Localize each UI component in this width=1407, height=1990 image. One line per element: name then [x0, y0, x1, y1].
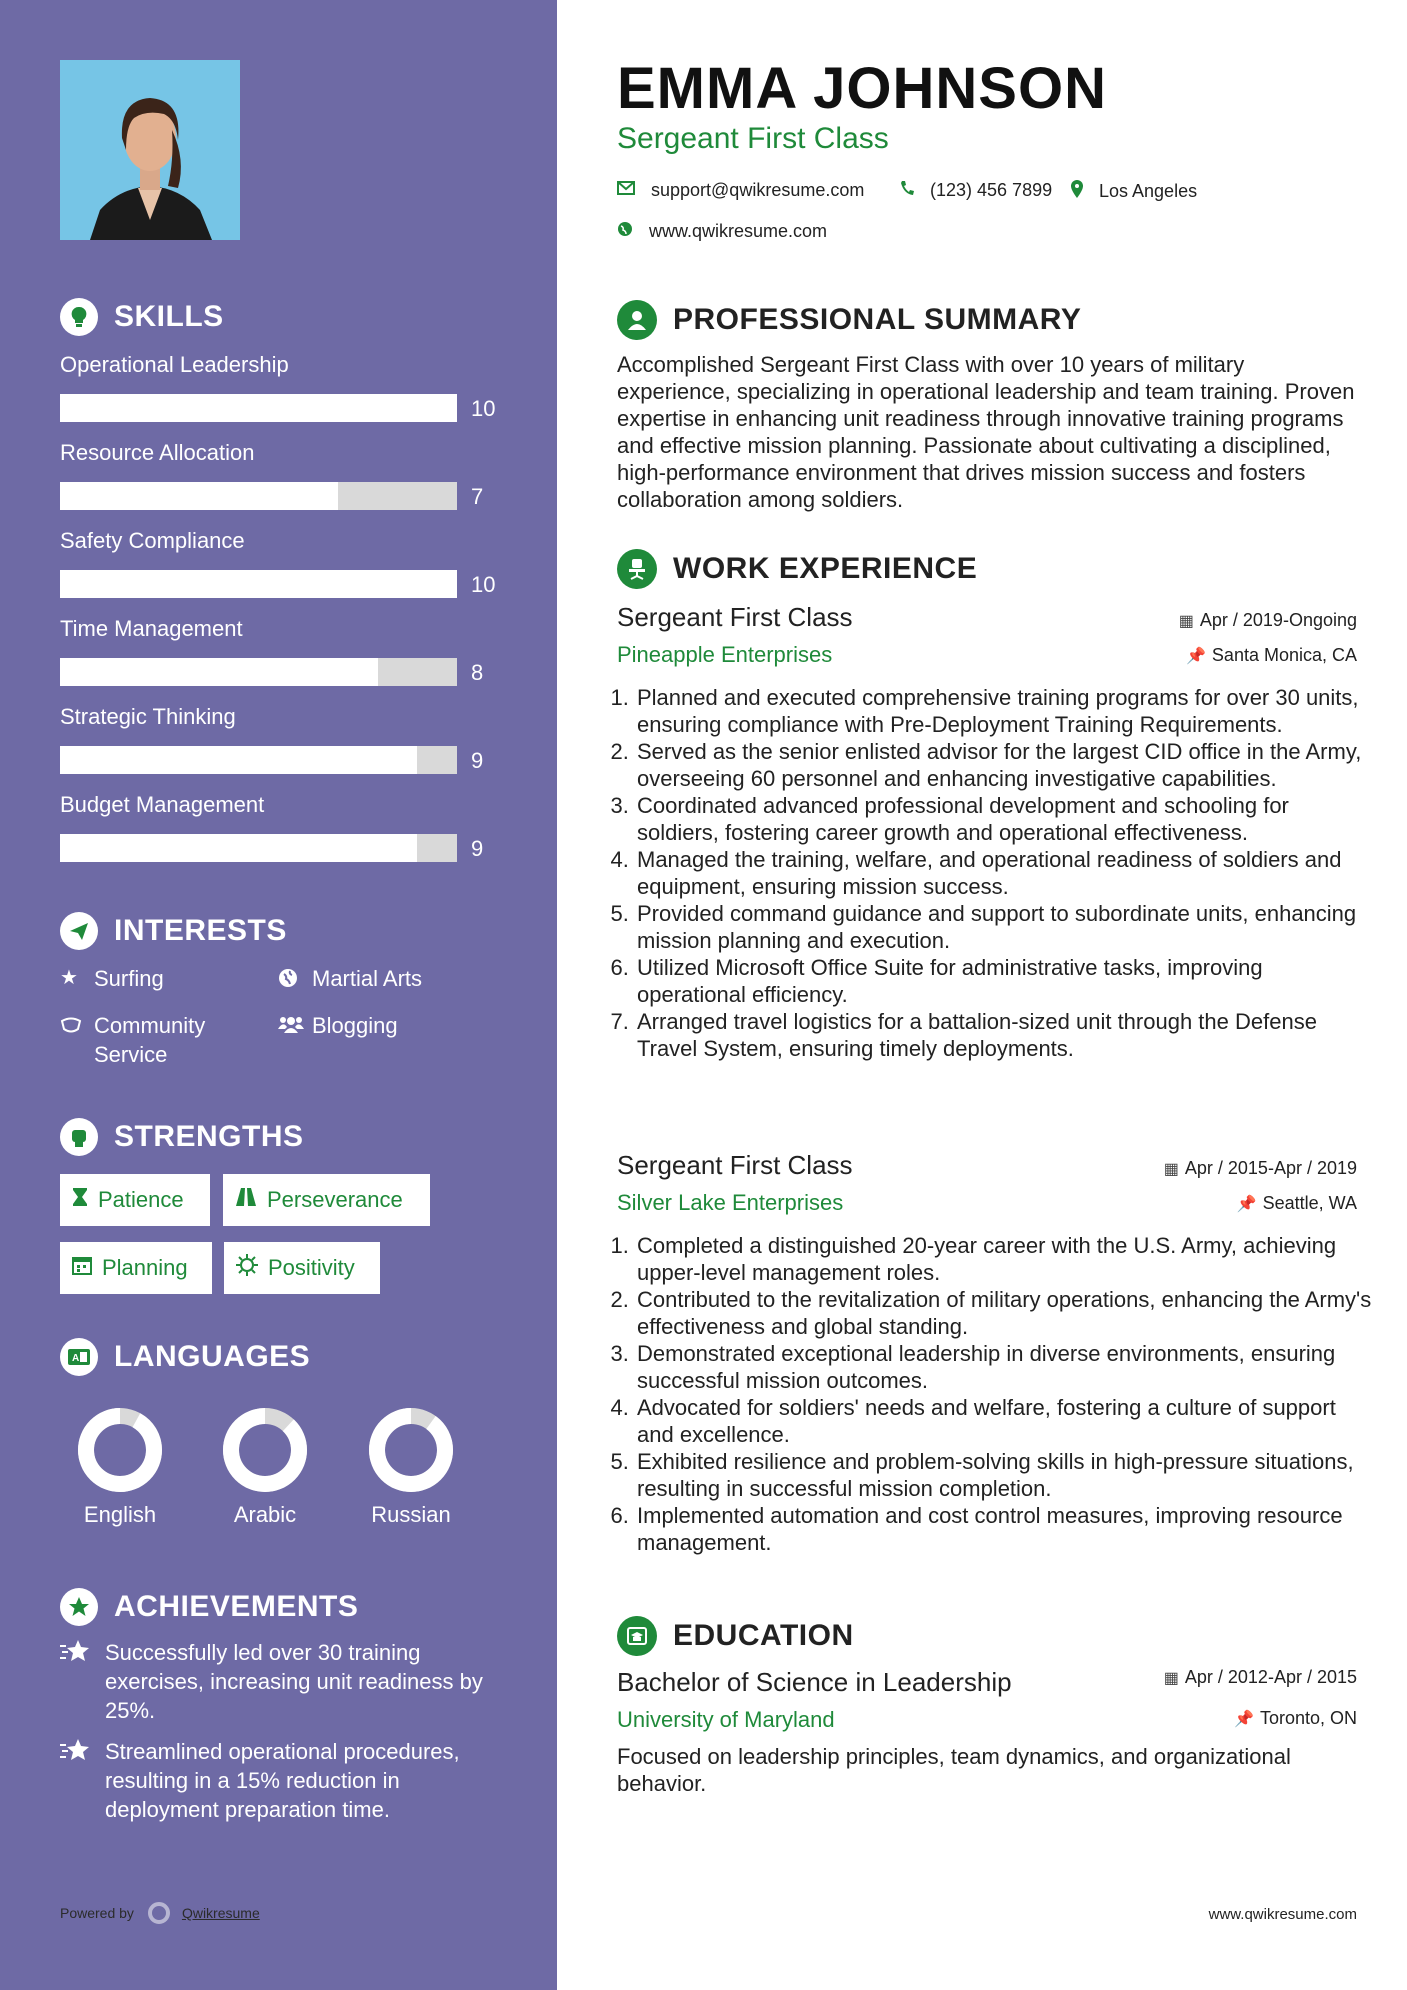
skill-bar-fill	[60, 834, 417, 862]
languages-heading	[60, 1338, 310, 1376]
powered-by-text: Powered by	[60, 1905, 134, 1921]
skill-value: 8	[471, 660, 484, 685]
skill-bar-fill	[60, 570, 457, 598]
skills-heading	[60, 298, 224, 336]
strengths-heading	[60, 1118, 304, 1156]
achievement-text: Successfully led over 30 training exercises, increasing unit readiness by 25%.	[105, 1640, 483, 1723]
education-description: Focused on leadership principles, team dynamics, and organizational behavior.	[617, 1744, 1291, 1796]
skill-value: 10	[471, 396, 496, 421]
sun-icon	[236, 1254, 258, 1282]
skill-item	[60, 792, 500, 861]
list-item: 6. Utilized Microsoft Office Suite for administrative tasks, improving operational efficiency.	[635, 954, 1375, 1008]
list-item: 5. Exhibited resilience and problem-solving skills in high-pressure situations, resulting in successful mission completion.	[635, 1448, 1375, 1502]
skill-value: 10	[471, 572, 496, 597]
road-icon	[235, 1188, 257, 1212]
list-item: 7. Arranged travel logistics for a battalion-sized unit through the Defense Travel System, ensuring timely deployments.	[635, 1008, 1375, 1062]
contact-phone[interactable]	[900, 180, 1052, 201]
svg-text:A: A	[72, 1353, 80, 1364]
footer-website-link[interactable]: www.qwikresume.com	[1208, 1906, 1357, 1923]
profile-photo	[60, 60, 240, 240]
list-item: 6. Implemented automation and cost control measures, improving resource management.	[635, 1502, 1375, 1556]
skill-item	[60, 352, 500, 421]
skill-bar	[60, 746, 457, 774]
language-label: Russian	[371, 1502, 451, 1527]
language-icon	[60, 1338, 98, 1376]
skill-label: Budget Management	[60, 792, 265, 817]
skill-bar	[60, 482, 457, 510]
job-bullets	[617, 684, 1375, 1062]
experience-heading-text: WORK EXPERIENCE	[673, 552, 978, 585]
skill-bar-fill	[60, 658, 378, 686]
skill-value: 7	[471, 484, 484, 509]
job-dates-text: Apr / 2019-Ongoing	[1199, 610, 1357, 630]
language-item	[215, 1406, 315, 1528]
list-item: 1. Completed a distinguished 20-year career with the U.S. Army, achieving upper-level management roles.	[635, 1232, 1375, 1286]
sidebar	[0, 0, 557, 1990]
interest-label: Martial Arts	[312, 966, 423, 991]
job-location-text: Seattle, WA	[1262, 1193, 1357, 1213]
interest-item	[60, 1011, 260, 1069]
contact-website[interactable]	[617, 221, 827, 242]
email-text: support@qwikresume.com	[651, 180, 865, 200]
strength-label: Planning	[102, 1255, 188, 1280]
strength-label: Positivity	[268, 1255, 355, 1280]
education-school: University of Maryland	[617, 1707, 835, 1732]
skill-bar	[60, 834, 457, 862]
qwikresume-link[interactable]: Qwikresume	[181, 1905, 260, 1921]
job-company: Silver Lake Enterprises	[617, 1190, 844, 1215]
skill-value: 9	[471, 836, 484, 861]
list-item: 2. Contributed to the revitalization of military operations, enhancing the Army's effectiveness and global standing.	[635, 1286, 1375, 1340]
skill-bar	[60, 394, 457, 422]
language-level-arc	[86, 1416, 154, 1484]
skill-bar-fill	[60, 482, 338, 510]
skill-item	[60, 528, 500, 597]
strength-tag	[60, 1242, 212, 1294]
strength-tag	[224, 1242, 380, 1294]
skill-bar-fill	[60, 746, 417, 774]
interest-item	[278, 1011, 498, 1044]
experience-heading	[617, 549, 977, 589]
skill-label: Time Management	[60, 616, 243, 641]
education-heading-text: EDUCATION	[673, 1619, 854, 1652]
strength-label: Perseverance	[267, 1187, 403, 1212]
strength-tag	[60, 1174, 210, 1226]
pushpin-icon: 📌	[1234, 1711, 1254, 1728]
interest-label: Community Service	[94, 1013, 206, 1067]
calendar-icon: ▦	[1163, 1670, 1179, 1687]
star-burst-icon	[60, 1737, 105, 1824]
language-donut	[367, 1406, 455, 1494]
graduation-icon	[617, 1616, 657, 1656]
education-degree: Bachelor of Science in Leadership	[617, 1667, 1012, 1697]
education-location	[1234, 1708, 1357, 1729]
job-bullets	[617, 1232, 1375, 1556]
list-item: 4. Managed the training, welfare, and operational readiness of soldiers and equipment, ensuring mission success.	[635, 846, 1375, 900]
strength-label: Patience	[98, 1187, 184, 1212]
phone-text: (123) 456 7899	[930, 180, 1053, 200]
list-item: 1. Planned and executed comprehensive training programs for over 30 units, ensuring compliance with Pre-Deployment Training Requirements.	[635, 684, 1375, 738]
skill-label: Resource Allocation	[60, 440, 255, 465]
achievements-heading	[60, 1588, 358, 1626]
lightbulb-icon	[60, 298, 98, 336]
hand-icon	[60, 1011, 94, 1044]
powered-by	[60, 1902, 260, 1924]
star-burst-icon	[60, 1638, 105, 1725]
language-item	[361, 1406, 461, 1528]
hourglass-icon	[72, 1187, 88, 1213]
globe-icon	[278, 964, 312, 997]
skill-item	[60, 440, 500, 509]
profile-photo-portrait	[60, 60, 240, 240]
skill-item	[60, 616, 500, 685]
language-item	[70, 1406, 170, 1528]
qwikresume-logo-icon	[148, 1902, 170, 1924]
job-location	[1237, 1193, 1357, 1214]
skill-label: Operational Leadership	[60, 352, 289, 377]
candidate-title: Sergeant First Class	[617, 122, 889, 155]
main-content	[557, 0, 1407, 1990]
calendar-icon: ▦	[1178, 613, 1194, 630]
interest-item	[278, 964, 498, 997]
skill-bar-fill	[60, 394, 457, 422]
calendar-icon	[72, 1255, 92, 1281]
language-level-arc	[231, 1416, 299, 1484]
interest-label: Blogging	[312, 1013, 398, 1038]
list-item: 4. Advocated for soldiers' needs and welfare, fostering a culture of support and excellence.	[635, 1394, 1375, 1448]
pushpin-icon: 📌	[1236, 1196, 1257, 1213]
job-dates-text: Apr / 2015-Apr / 2019	[1184, 1158, 1357, 1178]
language-level-arc	[377, 1416, 445, 1484]
star-badge-icon	[60, 1588, 98, 1626]
website-text: www.qwikresume.com	[649, 221, 828, 241]
interest-label: Surfing	[94, 966, 164, 991]
list-item: 3. Demonstrated exceptional leadership in diverse environments, ensuring successful mission outcomes.	[635, 1340, 1375, 1394]
interests-heading	[60, 912, 287, 950]
users-icon	[278, 1011, 312, 1044]
office-chair-icon	[617, 549, 657, 589]
phone-icon	[900, 180, 914, 201]
achievement-item	[60, 1737, 500, 1824]
skills-heading-text: SKILLS	[114, 300, 224, 333]
fist-icon	[60, 1118, 98, 1156]
envelope-icon	[617, 181, 635, 200]
globe-icon	[617, 221, 633, 242]
job-title: Sergeant First Class	[617, 602, 853, 632]
language-label: Arabic	[233, 1502, 297, 1527]
job-location	[1186, 645, 1357, 666]
candidate-name: EMMA JOHNSON	[617, 56, 1107, 121]
calendar-icon: ▦	[1163, 1161, 1179, 1178]
paper-plane-icon	[60, 912, 98, 950]
summary-heading	[617, 300, 1081, 340]
skill-value: 9	[471, 748, 484, 773]
skill-bar	[60, 570, 457, 598]
job-dates	[1179, 610, 1357, 631]
job-title: Sergeant First Class	[617, 1150, 853, 1180]
achievement-item	[60, 1638, 500, 1725]
education-dates-text: Apr / 2012-Apr / 2015	[1184, 1667, 1357, 1687]
list-item: 2. Served as the senior enlisted advisor for the largest CID office in the Army, overseeing 60 personnel and enhancing investigative capabilities.	[635, 738, 1375, 792]
language-donut	[76, 1406, 164, 1494]
job-company: Pineapple Enterprises	[617, 642, 833, 667]
summary-text: Accomplished Sergeant First Class with over 10 years of military experience, specializing in operational leadership and team training. Proven expertise in enhancing unit readiness through innovative training programs and effective mission planning. Passionate about cultivating a disciplined, high-performance environment that drives mission success and fosters collaboration among soldiers.	[617, 352, 1355, 512]
strengths-heading-text: STRENGTHS	[114, 1120, 304, 1153]
interest-item	[60, 964, 260, 993]
job-location-text: Santa Monica, CA	[1211, 645, 1357, 665]
contact-email[interactable]	[617, 180, 864, 201]
skill-label: Strategic Thinking	[60, 704, 236, 729]
language-donut	[221, 1406, 309, 1494]
list-item: 5. Provided command guidance and support to subordinate units, enhancing mission planning and execution.	[635, 900, 1375, 954]
summary-heading-text: PROFESSIONAL SUMMARY	[673, 303, 1082, 336]
interests-heading-text: INTERESTS	[114, 914, 287, 947]
languages-heading-text: LANGUAGES	[114, 1340, 311, 1373]
skill-bar	[60, 658, 457, 686]
language-label: English	[83, 1502, 157, 1527]
list-item: 3. Coordinated advanced professional development and schooling for soldiers, fostering career growth and operational effectiveness.	[635, 792, 1375, 846]
education-heading	[617, 1616, 854, 1656]
skill-label: Safety Compliance	[60, 528, 245, 553]
pushpin-icon: 📌	[1186, 648, 1206, 665]
education-dates	[1164, 1667, 1357, 1688]
job-dates	[1164, 1158, 1357, 1179]
location-text: Los Angeles	[1099, 181, 1198, 201]
strength-tag	[223, 1174, 430, 1226]
contact-location	[1071, 180, 1197, 203]
skill-item	[60, 704, 500, 773]
map-marker-icon	[1071, 180, 1083, 203]
achievements-heading-text: ACHIEVEMENTS	[114, 1590, 359, 1623]
achievement-text: Streamlined operational procedures, resulting in a 15% reduction in deployment preparation time.	[105, 1739, 460, 1822]
star-icon: ★	[60, 967, 78, 989]
education-location-text: Toronto, ON	[1259, 1708, 1357, 1728]
user-icon	[617, 300, 657, 340]
